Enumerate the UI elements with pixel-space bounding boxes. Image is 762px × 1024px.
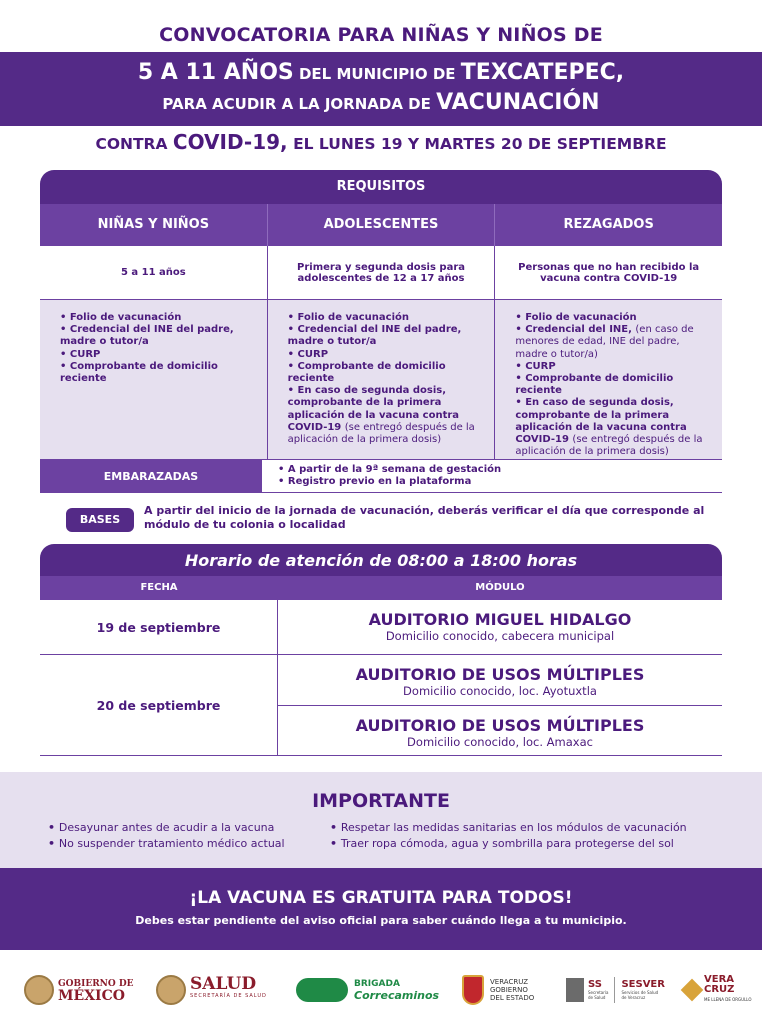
column-adolescentes: ADOLESCENTES	[268, 204, 496, 246]
important-section	[0, 772, 762, 868]
column-modulo: MÓDULO	[475, 582, 525, 593]
schedule-table	[40, 544, 722, 756]
list-item: • Comprobante de domicilio reciente	[288, 361, 485, 385]
important-title: IMPORTANTE	[312, 790, 450, 812]
bases-text: A partir del inicio de la jornada de vacunación, deberás verificar el día que corresponde al módulo de tu colonia o localidad	[144, 504, 705, 531]
divider	[614, 977, 615, 1003]
star-icon	[681, 979, 704, 1002]
requirements-header: REQUISITOS	[40, 170, 722, 204]
list-item: • Credencial del INE, (en caso de menores de edad, INE del padre, madre o tutor/a)	[515, 324, 712, 361]
list-item: • Registro previo en la plataforma	[278, 476, 501, 488]
requirements-table	[40, 170, 722, 493]
list-item: • A partir de la 9ª semana de gestación	[278, 464, 501, 476]
list-item: • CURP	[515, 361, 712, 373]
title-line-4: CONTRA COVID-19, EL LUNES 19 Y MARTES 20 DE SEPTIEMBRE	[95, 130, 667, 154]
docs-adolescentes	[268, 300, 496, 459]
list-item: • No suspender tratamiento médico actual	[48, 836, 285, 852]
requirements-documents	[40, 300, 722, 460]
brigada-correcaminos-logo: BRIGADA Correcaminos	[296, 970, 439, 1010]
module-address: Domicilio conocido, loc. Amaxac	[407, 735, 593, 749]
list-item: • Credencial del INE del padre, madre o tutor/a	[60, 324, 257, 348]
title-line-3: PARA ACUDIR A LA JORNADA DE VACUNACIÓN	[162, 90, 600, 115]
banner-title: ¡LA VACUNA ES GRATUITA PARA TODOS!	[189, 888, 573, 908]
age-rezagados: Personas que no han recibido la vacuna contra COVID-19	[518, 261, 700, 284]
embarazadas-label: EMBARAZADAS	[40, 460, 262, 492]
column-rezagados: REZAGADOS	[563, 217, 654, 232]
age-adolescentes: Primera y segunda dosis para adolescentes de 12 a 17 años	[268, 246, 496, 299]
module-cell	[278, 705, 722, 755]
free-vaccine-banner	[0, 868, 762, 950]
table-row	[40, 600, 722, 655]
requirements-columns	[40, 204, 722, 246]
module-name: AUDITORIO DE USOS MÚLTIPLES	[355, 665, 645, 684]
bases-badge: BASES	[66, 508, 134, 532]
list-item: • Folio de vacunación	[60, 312, 257, 324]
docs-ninos	[40, 300, 268, 459]
module-cell	[278, 600, 722, 655]
schedule-columns	[40, 576, 722, 600]
gobierno-mexico-logo: GOBIERNO DE MÉXICO	[24, 970, 134, 1010]
eagle-emblem-icon	[156, 975, 186, 1005]
list-item: • Desayunar antes de acudir a la vacuna	[48, 820, 285, 836]
module-name: AUDITORIO MIGUEL HIDALGO	[368, 610, 632, 629]
docs-rezagados	[495, 300, 722, 459]
veracruz-orgullo-logo: VERA CRUZ ME LLENA DE ORGULLO	[684, 970, 752, 1010]
list-item: • En caso de segunda dosis, comprobante de la primera aplicación de la vacuna contra COVID-19 (se entregó después de la aplicación de la primera dosis)	[515, 397, 712, 458]
banner-subtitle: Debes estar pendiente del aviso oficial para saber cuándo llega a tu municipio.	[135, 914, 627, 927]
veracruz-gobierno-logo: VERACRUZ GOBIERNO DEL ESTADO	[462, 970, 534, 1010]
requirements-embarazadas	[40, 460, 722, 493]
list-item: • Credencial del INE del padre, madre o tutor/a	[288, 324, 485, 348]
date-cell: 20 de septiembre	[40, 655, 278, 755]
title-line-1: CONVOCATORIA PARA NIÑAS Y NIÑOS DE	[159, 24, 603, 46]
roadrunner-icon	[296, 978, 348, 1002]
module-address: Domicilio conocido, cabecera municipal	[385, 629, 615, 643]
title-line-2: 5 A 11 AÑOS DEL MUNICIPIO DE TEXCATEPEC,	[137, 60, 625, 85]
list-item: • Traer ropa cómoda, agua y sombrilla para protegerse del sol	[330, 836, 687, 852]
building-icon	[566, 978, 584, 1002]
list-item: • Respetar las medidas sanitarias en los módulos de vacunación	[330, 820, 687, 836]
list-item: • Folio de vacunación	[288, 312, 485, 324]
list-item: • Folio de vacunación	[515, 312, 712, 324]
column-ninas-ninos: NIÑAS Y NIÑOS	[40, 204, 268, 246]
list-item: • Comprobante de domicilio reciente	[515, 373, 712, 397]
shield-icon	[462, 975, 484, 1005]
title-band	[0, 52, 762, 126]
list-item: • Comprobante de domicilio reciente	[60, 361, 257, 385]
list-item: • En caso de segunda dosis, comprobante de la primera aplicación de la vacuna contra COVID-19 (se entregó después de la aplicación de la primera dosis)	[288, 385, 485, 446]
requirements-ages	[40, 246, 722, 300]
list-item: • CURP	[60, 349, 257, 361]
module-name: AUDITORIO DE USOS MÚLTIPLES	[355, 716, 645, 735]
module-address: Domicilio conocido, loc. Ayotuxtla	[403, 684, 597, 698]
column-fecha: FECHA	[140, 582, 178, 593]
list-item: • CURP	[288, 349, 485, 361]
salud-logo: SALUD SECRETARÍA DE SALUD	[156, 970, 267, 1010]
eagle-emblem-icon	[24, 975, 54, 1005]
table-row	[40, 655, 722, 756]
ss-sesver-logo: SS Secretaría de Salud SESVER Servicios de Salud de Veracruz	[566, 970, 665, 1010]
module-cell	[278, 655, 722, 705]
age-ninos: 5 a 11 años	[40, 246, 268, 299]
logos-bar	[0, 960, 762, 1016]
schedule-header: Horario de atención de 08:00 a 18:00 horas	[40, 544, 722, 576]
bases-section	[66, 504, 726, 540]
date-cell: 19 de septiembre	[40, 600, 278, 654]
